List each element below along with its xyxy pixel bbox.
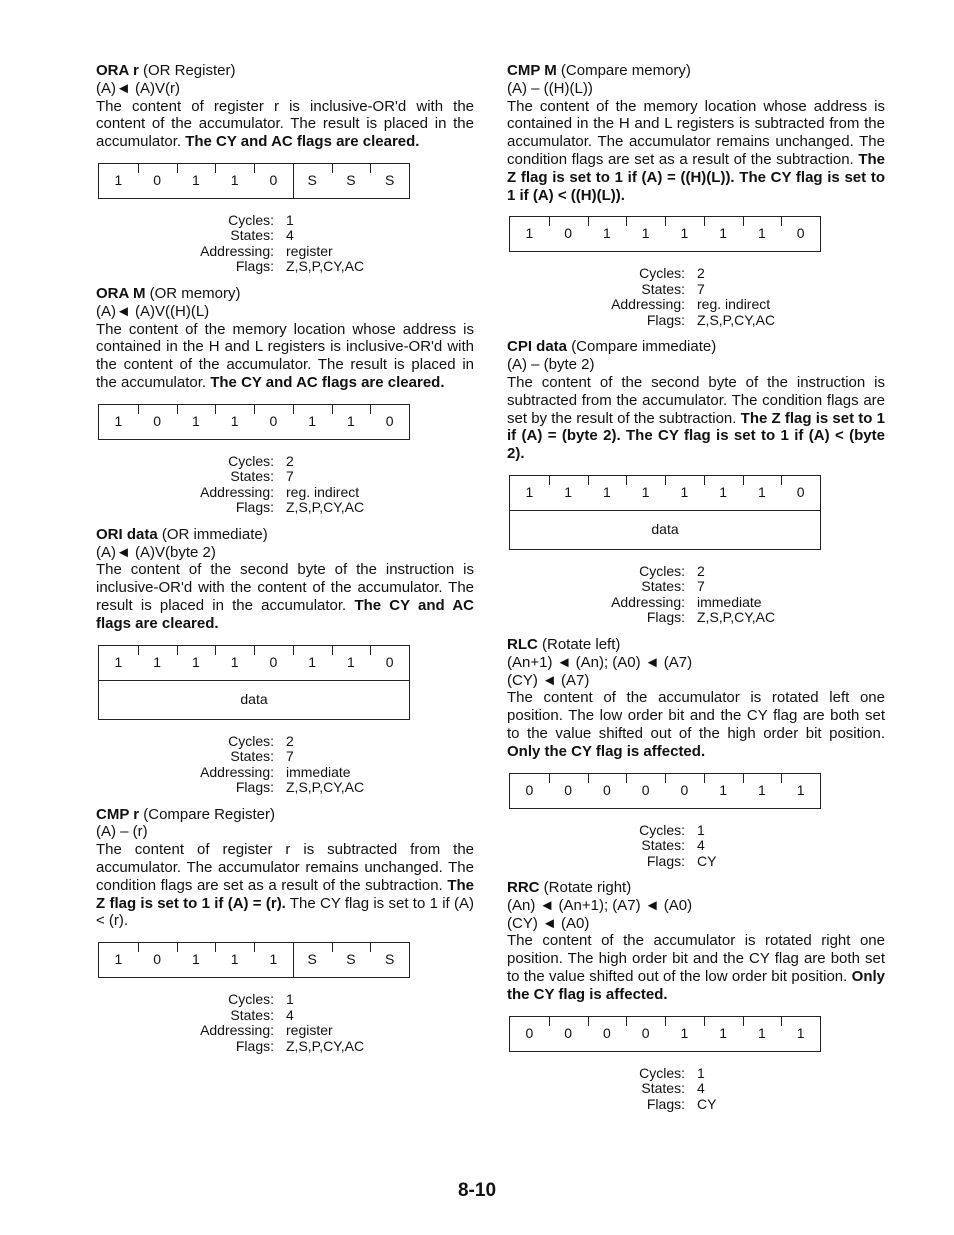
timing-value: 7 (286, 468, 294, 485)
description-flag-note: The CY and AC flags are cleared. (210, 373, 445, 391)
description-text: The content of the memory location whose address is contained in the H and L registers is subtracted from the accumulator. The accumulator remains unchanged. The condition flags are set as a result of the subtraction. (507, 97, 885, 168)
timing-value: Z,S,P,CY,AC (697, 311, 776, 328)
page-number: 8-10 (457, 1180, 497, 1201)
opcode-bit: 1 (549, 476, 588, 510)
operation-formula: (A)◄ (A)V((H)(L) (96, 302, 210, 320)
opcode-bit: 1 (626, 217, 665, 251)
opcode-bit: 0 (781, 217, 820, 251)
opcode-bit: 0 (254, 405, 293, 439)
opcode-bit: 1 (704, 1017, 743, 1051)
timing-label: Flags: (235, 779, 274, 796)
timing-label: Addressing: (200, 763, 274, 780)
instruction-name: (OR memory) (149, 284, 241, 302)
opcode-bits-row (99, 164, 409, 198)
instruction-section (96, 526, 474, 796)
opcode-encoding-box (98, 942, 410, 978)
timing-table (507, 1066, 885, 1113)
instruction-section (507, 62, 885, 328)
opcode-bit: 1 (704, 774, 743, 808)
timing-table (96, 992, 474, 1054)
timing-label: Addressing: (200, 242, 274, 259)
timing-value: 4 (286, 227, 294, 244)
opcode-bits-row (99, 405, 409, 439)
opcode-encoding-box (98, 404, 410, 440)
timing-label: Flags: (646, 311, 685, 328)
instruction-description (507, 932, 885, 1003)
opcode-bit: 0 (138, 164, 177, 198)
opcode-bit: 1 (177, 405, 216, 439)
opcode-bit: 0 (588, 774, 627, 808)
opcode-bit: 1 (114, 412, 123, 429)
opcode-bit: S (293, 943, 332, 977)
timing-label: States: (230, 748, 274, 765)
description-flag-note: The Z flag is set to 1 if (A) = (byte 2). The CY flag is set to 1 if (A) < (byte 2). (507, 409, 885, 463)
operation-formula: (A) – (r) (96, 823, 148, 841)
instruction-heading (507, 62, 885, 80)
timing-value: 4 (286, 1006, 294, 1023)
opcode-bit: 1 (743, 476, 782, 510)
description-text: The content of the accumulator is rotated left one position. The low order bit and the CY flag are both set to the value shifted out of the high order bit position. (507, 689, 885, 742)
description-flag-note: The CY and AC flags are cleared. (185, 133, 420, 151)
operation-formula: (CY) ◄ (A7) (507, 671, 590, 689)
opcode-bit: 0 (525, 781, 534, 798)
opcode-bits-row (99, 943, 409, 977)
opcode-bits-row (510, 1017, 820, 1051)
instruction-heading (507, 636, 885, 654)
timing-label: Flags: (235, 258, 274, 275)
timing-value: CY (697, 1095, 717, 1112)
instruction-description (96, 98, 474, 151)
opcode-bit: 0 (370, 646, 409, 680)
opcode-bit: 1 (332, 646, 371, 680)
instruction-section (96, 806, 474, 1055)
opcode-bits-row (510, 476, 820, 510)
description-text: The content of the accumulator is rotated right one position. The high order bit and the CY flag are both set to the value shifted out of the low order bit position. (507, 932, 885, 986)
description-tail: The CY flag is set to 1 if (A) < (r). (96, 894, 474, 930)
opcode-bit: S (332, 943, 371, 977)
opcode-bit: 1 (588, 476, 627, 510)
opcode-bit: 0 (254, 164, 293, 198)
opcode-bit: 1 (177, 164, 216, 198)
timing-label: Flags: (235, 499, 274, 516)
opcode-bit: 0 (588, 1017, 627, 1051)
opcode-bit: 0 (370, 405, 409, 439)
opcode-bit: S (293, 164, 332, 198)
opcode-bits-row (99, 646, 409, 680)
opcode-bit: 1 (781, 1017, 820, 1051)
instruction-section (507, 879, 885, 1112)
instruction-section (507, 636, 885, 869)
timing-label: Flags: (646, 1095, 685, 1112)
timing-value: 1 (697, 1064, 705, 1081)
opcode-bit: 1 (177, 943, 216, 977)
instruction-name: (OR immediate) (161, 525, 268, 543)
timing-label: Addressing: (200, 1022, 274, 1039)
operation-formula: (A)◄ (A)V(r) (96, 79, 180, 97)
opcode-encoding-box (98, 645, 410, 720)
data-byte-row: data (99, 680, 409, 719)
timing-table (96, 734, 474, 796)
opcode-bit: 1 (138, 646, 177, 680)
instruction-mnemonic: CPI data (507, 338, 568, 356)
opcode-bits-row (510, 217, 820, 251)
instruction-mnemonic: CMP M (507, 62, 557, 79)
timing-table (96, 213, 474, 275)
timing-label: Addressing: (611, 296, 685, 313)
timing-label: Cycles: (639, 265, 685, 282)
instruction-heading (96, 285, 474, 303)
instruction-name: (Rotate left) (542, 635, 621, 653)
instruction-description (96, 321, 474, 392)
opcode-bit: 1 (704, 476, 743, 510)
timing-value: 1 (286, 991, 294, 1008)
timing-table (507, 564, 885, 626)
opcode-bit: 1 (704, 217, 743, 251)
timing-value: register (286, 1022, 333, 1039)
opcode-bit: 1 (293, 405, 332, 439)
instruction-mnemonic: ORA r (96, 62, 139, 79)
timing-value: Z,S,P,CY,AC (286, 1037, 365, 1054)
instruction-name: (Compare Register) (143, 805, 275, 823)
timing-label: Addressing: (611, 593, 685, 610)
timing-label: States: (641, 578, 685, 595)
opcode-bit: 1 (743, 217, 782, 251)
opcode-bit: 1 (743, 1017, 782, 1051)
instruction-description (96, 561, 474, 632)
instruction-name: (OR Register) (142, 62, 236, 79)
instruction-heading (507, 338, 885, 356)
description-flag-note: The CY and AC flags are cleared. (96, 596, 475, 632)
description-flag-note: Only the CY flag is affected. (507, 968, 885, 1003)
timing-value: Z,S,P,CY,AC (697, 609, 776, 626)
opcode-bit: 1 (525, 484, 534, 501)
opcode-encoding-box (509, 216, 821, 252)
timing-value: reg. indirect (286, 483, 360, 500)
instruction-heading (96, 62, 474, 80)
instruction-description (507, 689, 885, 760)
description-text: The content of register r is subtracted from the accumulator. The accumulator remains unchanged. The condition flags are set as a result of the subtraction. (96, 841, 474, 894)
timing-value: 2 (697, 265, 705, 282)
instruction-heading (96, 806, 474, 824)
opcode-bit: 0 (781, 476, 820, 510)
timing-value: CY (697, 852, 717, 869)
timing-label: Cycles: (639, 821, 685, 838)
description-text: The content of the memory location whose address is contained in the H and L registers is inclusive-OR'd with the content of the accumulator. The result is placed in the accumulator. (96, 320, 474, 391)
timing-value: 1 (697, 821, 705, 838)
operation-formula: (An+1) ◄ (An); (A0) ◄ (A7) (507, 653, 693, 671)
timing-value: 7 (286, 748, 294, 765)
instruction-section (507, 338, 885, 626)
instruction-section (96, 62, 474, 275)
opcode-bit: 1 (215, 646, 254, 680)
timing-label: States: (641, 837, 685, 854)
timing-label: Flags: (235, 1037, 274, 1054)
opcode-bit: 0 (665, 774, 704, 808)
instruction-description (507, 374, 885, 463)
opcode-bit: 1 (215, 405, 254, 439)
opcode-bit: 0 (626, 1017, 665, 1051)
opcode-bit: 0 (626, 774, 665, 808)
opcode-bit: 1 (215, 164, 254, 198)
timing-value: 2 (697, 562, 705, 579)
timing-table (507, 266, 885, 328)
opcode-bit: S (370, 943, 409, 977)
right-column (507, 62, 885, 1122)
opcode-bit: 0 (549, 774, 588, 808)
timing-label: States: (230, 227, 274, 244)
timing-label: States: (641, 1080, 685, 1097)
timing-label: Addressing: (200, 483, 274, 500)
instruction-mnemonic: RLC (507, 635, 538, 653)
opcode-bit: 1 (114, 951, 123, 968)
opcode-bit: 1 (114, 172, 123, 189)
timing-value: 1 (286, 211, 294, 228)
operation-formula: (A)◄ (A)V(byte 2) (96, 543, 216, 561)
timing-label: Flags: (646, 852, 685, 869)
instruction-mnemonic: ORI data (96, 525, 158, 543)
opcode-bit: 1 (743, 774, 782, 808)
instruction-description (96, 841, 474, 930)
data-byte-row: data (510, 510, 820, 549)
timing-label: Cycles: (639, 1064, 685, 1081)
left-column (96, 62, 474, 1064)
opcode-bit: 1 (215, 943, 254, 977)
opcode-bit: 1 (781, 774, 820, 808)
opcode-encoding-box (509, 1016, 821, 1052)
timing-label: Cycles: (228, 452, 274, 469)
timing-label: Flags: (646, 609, 685, 626)
timing-value: 2 (286, 452, 294, 469)
description-text: The content of the second byte of the instruction is subtracted from the accumulator. The condition flags are set by the result of the subtraction. (507, 373, 885, 427)
instruction-heading (507, 879, 885, 897)
timing-value: 7 (697, 280, 705, 297)
opcode-bit: 0 (549, 1017, 588, 1051)
operation-formula: (An) ◄ (An+1); (A7) ◄ (A0) (507, 896, 693, 914)
opcode-bit: 1 (177, 646, 216, 680)
timing-value: 4 (697, 1080, 705, 1097)
timing-label: Cycles: (639, 562, 685, 579)
description-text: The content of the second byte of the instruction is inclusive-OR'd with the content of the accumulator. The result is placed in the accumulator. (96, 561, 474, 614)
timing-value: 2 (286, 732, 294, 749)
opcode-bit: 1 (626, 476, 665, 510)
opcode-bit: 1 (665, 217, 704, 251)
timing-label: Cycles: (228, 211, 274, 228)
timing-label: States: (230, 1006, 274, 1023)
opcode-bit: 1 (254, 943, 293, 977)
opcode-bit: 1 (525, 225, 534, 242)
timing-table (96, 454, 474, 516)
description-flag-note: The Z flag is set to 1 if (A) = ((H)(L)). The CY flag is set to 1 if (A) < ((H)(L)). (507, 150, 885, 204)
opcode-bit: 0 (138, 405, 177, 439)
description-flag-note: The Z flag is set to 1 if (A) = (r). (96, 876, 474, 912)
instruction-section (96, 285, 474, 516)
opcode-bit: 1 (665, 1017, 704, 1051)
description-flag-note: Only the CY flag is affected. (507, 742, 706, 760)
timing-value: reg. indirect (697, 296, 771, 313)
timing-label: States: (641, 280, 685, 297)
opcode-bit: S (332, 164, 371, 198)
instruction-heading (96, 526, 474, 544)
timing-value: Z,S,P,CY,AC (286, 779, 365, 796)
operation-formula: (A) – (byte 2) (507, 356, 595, 374)
timing-table (507, 823, 885, 870)
opcode-bit: 0 (549, 217, 588, 251)
timing-label: Cycles: (228, 991, 274, 1008)
timing-value: immediate (697, 593, 762, 610)
timing-label: States: (230, 468, 274, 485)
instruction-name: (Compare immediate) (571, 338, 717, 356)
opcode-encoding-box (509, 773, 821, 809)
opcode-bit: 0 (525, 1024, 534, 1041)
timing-value: 4 (697, 837, 705, 854)
opcode-bit: 1 (665, 476, 704, 510)
opcode-bits-row (510, 774, 820, 808)
operation-formula: (CY) ◄ (A0) (507, 914, 590, 932)
timing-value: Z,S,P,CY,AC (286, 499, 365, 516)
timing-label: Cycles: (228, 732, 274, 749)
opcode-bit: 0 (138, 943, 177, 977)
opcode-encoding-box (98, 163, 410, 199)
opcode-encoding-box (509, 475, 821, 550)
description-text: The content of register r is inclusive-OR'd with the content of the accumulator. The result is placed in the accumulator. (96, 97, 474, 151)
timing-value: immediate (286, 763, 351, 780)
instruction-name: (Rotate right) (543, 879, 632, 897)
opcode-bit: 1 (588, 217, 627, 251)
instruction-mnemonic: ORA M (96, 284, 146, 302)
opcode-bit: 0 (254, 646, 293, 680)
instruction-mnemonic: RRC (507, 879, 540, 897)
instruction-description (507, 98, 885, 205)
timing-value: Z,S,P,CY,AC (286, 258, 365, 275)
timing-value: 7 (697, 578, 705, 595)
opcode-bit: S (370, 164, 409, 198)
opcode-bit: 1 (332, 405, 371, 439)
opcode-bit: 1 (114, 653, 123, 670)
instruction-name: (Compare memory) (560, 62, 691, 79)
instruction-mnemonic: CMP r (96, 805, 140, 823)
operation-formula: (A) – ((H)(L)) (507, 79, 593, 97)
opcode-bit: 1 (293, 646, 332, 680)
timing-value: register (286, 242, 333, 259)
